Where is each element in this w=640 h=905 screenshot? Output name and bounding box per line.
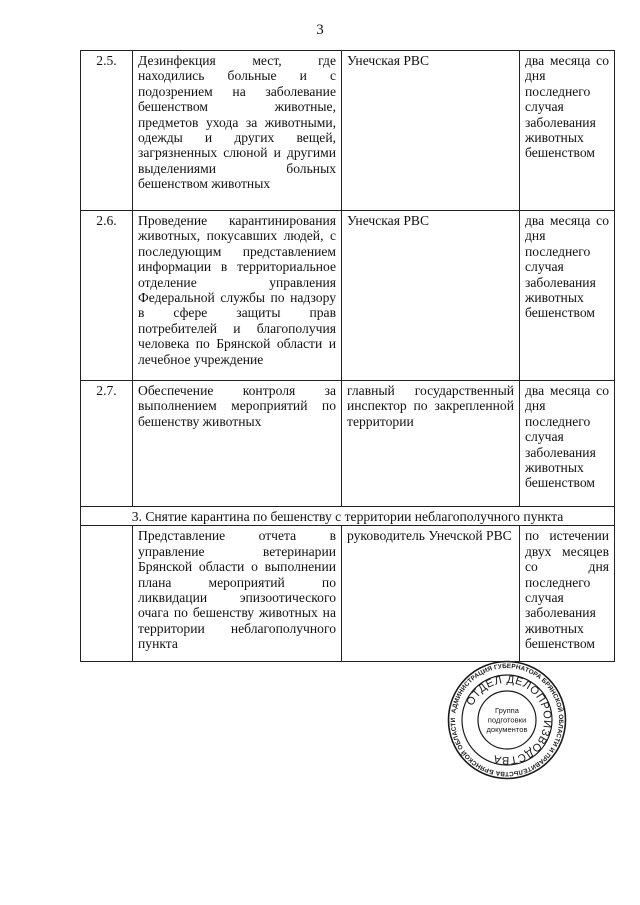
row-responsible: главный государственный инспектор по закрепленной территории <box>342 381 520 507</box>
seal-center-line-1: Группа <box>494 706 520 715</box>
row-action: Представление отчета в управление ветеринарии Брянской области о выполнении плана мероприятий по ликвидации эпизоотического очага по бешенству животных на территории неблагополучного пункта <box>133 526 342 662</box>
page-number: 3 <box>316 22 324 38</box>
row-term: по истечении двух месяцев со дня последнего случая заболевания животных бешенством <box>520 526 615 662</box>
row-number: 2.6. <box>81 211 133 381</box>
seal-center-line-2: подготовки <box>487 715 527 725</box>
table-row <box>81 526 615 662</box>
row-term: два месяца со дня последнего случая заболевания животных бешенством <box>520 211 615 381</box>
row-number <box>81 526 133 662</box>
row-term: два месяца со дня последнего случая заболевания животных бешенством <box>520 381 615 507</box>
row-responsible: Унечская РВС <box>342 211 520 381</box>
seal-outer-text: АДМИНИСТРАЦИЯ ГУБЕРНАТОРА БРЯНСКОЙ ОБЛАСТИ И ПРАВИТЕЛЬСТВА БРЯНСКОЙ ОБЛАСТИ <box>449 662 565 778</box>
row-responsible: Унечская РВС <box>342 51 520 211</box>
row-number: 2.5. <box>81 51 133 211</box>
row-action: Проведение карантинирования животных, покусавших людей, с последующим представлением информации в территориальное отделение управления Федеральной службы по надзору в сфере защиты прав потребителей и благополучия человека по Брянской области и лечебное учреждение <box>133 211 342 381</box>
office-seal <box>447 660 567 780</box>
seal-center-line-3: документов <box>486 725 528 734</box>
row-term: два месяца со дня последнего случая заболевания животных бешенством <box>520 51 615 211</box>
table-row <box>81 51 615 211</box>
row-responsible: руководитель Унечской РВС <box>342 526 520 662</box>
row-number: 2.7. <box>81 381 133 507</box>
row-action: Дезинфекция мест, где находились больные и с подозрением на заболевание бешенством животные, предметов ухода за животными, одежды и других вещей, загрязненных слюной и другими выделениями больных бешенством животных <box>133 51 342 211</box>
table-row <box>81 211 615 381</box>
table-row <box>81 381 615 507</box>
section-title: 3. Снятие карантина по бешенству с территории неблагополучного пункта <box>81 507 615 526</box>
row-action: Обеспечение контроля за выполнением мероприятий по бешенству животных <box>133 381 342 507</box>
seal-inner-text: ОТДЕЛ ДЕЛОПРОИЗВОДСТВА <box>464 673 554 767</box>
measures-table <box>80 50 615 662</box>
section-heading-row <box>81 507 615 526</box>
